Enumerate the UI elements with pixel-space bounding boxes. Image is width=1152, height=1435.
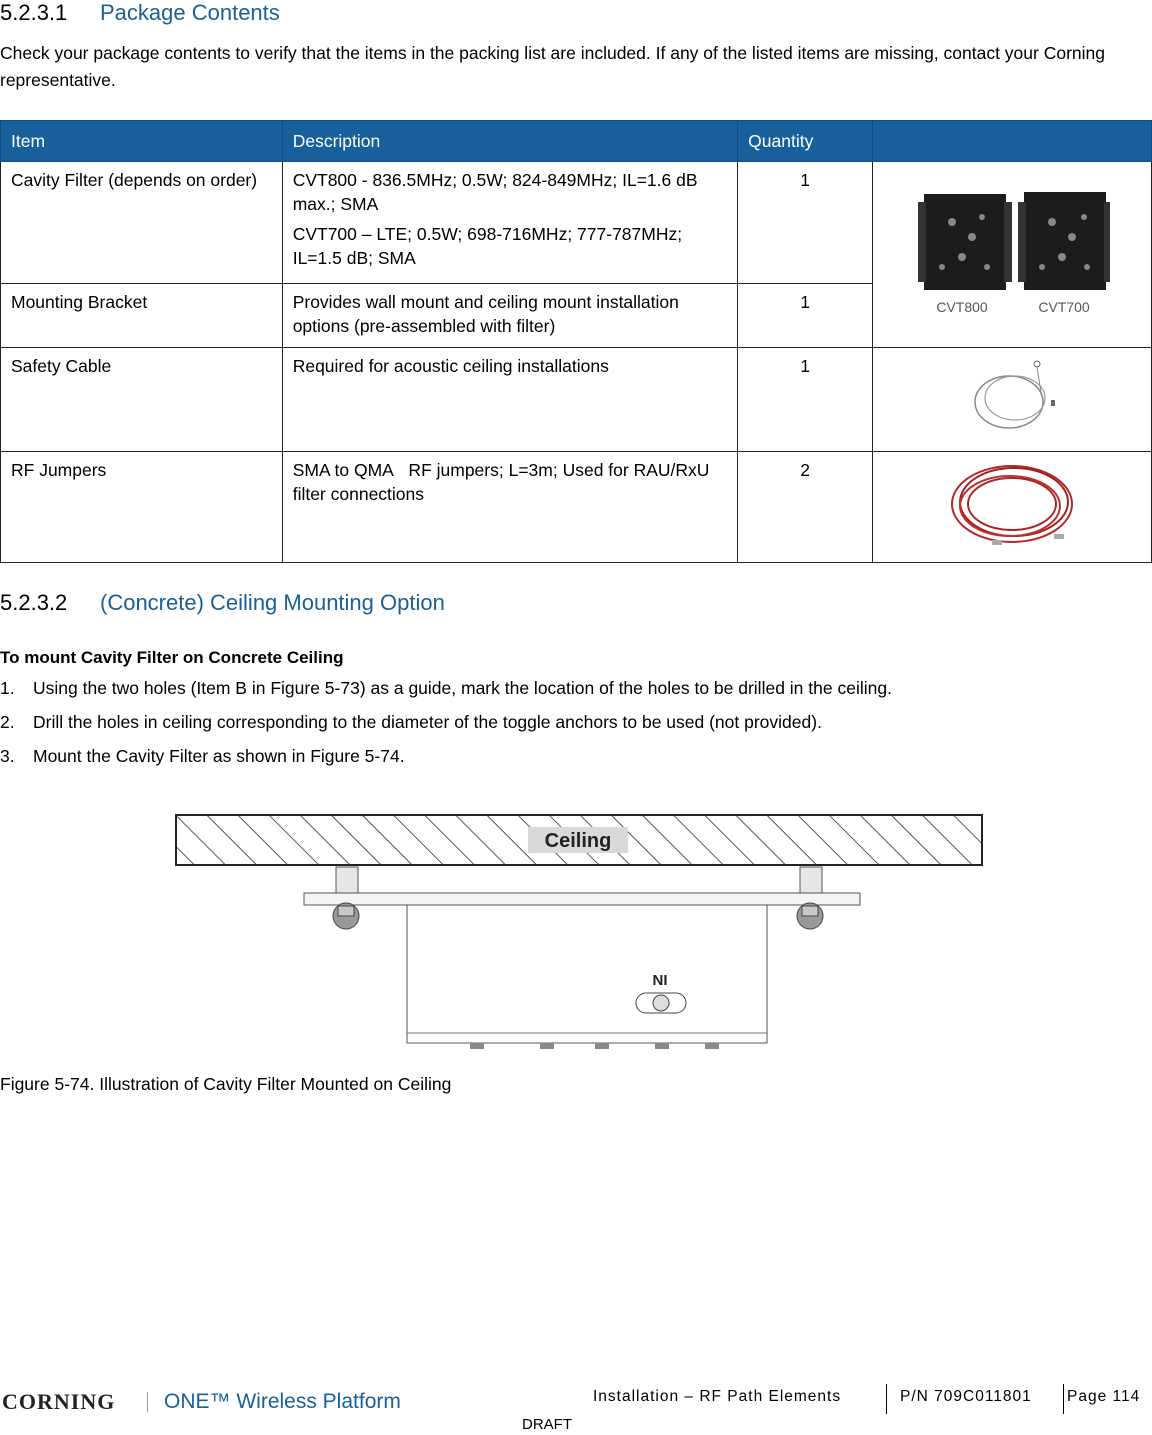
port-label: NI — [652, 972, 668, 989]
footer-divider — [1063, 1384, 1064, 1414]
cell-description: SMA to QMA RF jumpers; L=3m; Used for RAU/RxU filter connections — [282, 452, 737, 563]
section-number: 5.2.3.1 — [0, 0, 68, 25]
cell-item: Mounting Bracket — [1, 284, 283, 348]
table-row — [1, 452, 1152, 563]
procedure-title: To mount Cavity Filter on Concrete Ceiling — [0, 648, 344, 667]
cell-item: RF Jumpers — [1, 452, 283, 563]
step-number: 3. — [0, 746, 15, 766]
cell-item: Safety Cable — [1, 348, 283, 452]
desc-line: CVT800 - 836.5MHz; 0.5W; 824-849MHz; IL=1.6 dB max.; SMA — [292, 170, 698, 214]
cell-safety-cable-image — [873, 348, 1152, 452]
header-item: Item — [1, 121, 283, 162]
step-text: Using the two holes (Item B in Figure 5-73) as a guide, mark the location of the holes to be drilled in the ceiling. — [33, 678, 892, 698]
ceiling-label: Ceiling — [544, 830, 612, 852]
header-quantity: Quantity — [738, 121, 873, 162]
footer-page-number: Page 114 — [1067, 1388, 1141, 1405]
header-description: Description — [282, 121, 737, 162]
step-text: Drill the holes in ceiling corresponding to the diameter of the toggle anchors to be used (not provided). — [33, 712, 822, 732]
cvt800-label: CVT800 — [936, 298, 988, 315]
cavity-filter-drawing — [304, 867, 860, 1049]
cell-quantity: 1 — [738, 162, 873, 284]
intro-paragraph: Check your package contents to verify that the items in the packing list are included. If any of the listed items are missing, contact your Corning representative. — [0, 43, 1105, 90]
ceiling-mount-illustration — [170, 810, 990, 1055]
list-item — [0, 746, 892, 780]
table-header-row — [1, 121, 1152, 162]
cell-rf-jumpers-image — [873, 452, 1152, 563]
section-heading-ceiling-mounting — [0, 590, 445, 616]
cvt700-filter-image — [1018, 192, 1110, 290]
one-wireless-logo: ONE™ Wireless Platform — [164, 1390, 401, 1413]
cell-quantity: 1 — [738, 284, 873, 348]
safety-cable-photo — [967, 352, 1057, 442]
cell-description — [282, 162, 737, 284]
draft-label: DRAFT — [522, 1416, 572, 1433]
cell-quantity: 2 — [738, 452, 873, 563]
cvt700-label: CVT700 — [1038, 298, 1090, 315]
table-row — [1, 348, 1152, 452]
rf-jumpers-photo — [942, 454, 1082, 554]
cell-quantity: 1 — [738, 348, 873, 452]
cell-description: Required for acoustic ceiling installations — [282, 348, 737, 452]
logo-divider — [147, 1392, 148, 1412]
section-title: (Concrete) Ceiling Mounting Option — [100, 590, 445, 615]
section-heading-package-contents — [0, 0, 280, 26]
step-number: 1. — [0, 678, 15, 698]
section-number: 5.2.3.2 — [0, 590, 68, 615]
footer-divider — [886, 1384, 887, 1414]
header-image — [873, 121, 1152, 162]
footer-part-number: P/N 709C011801 — [900, 1388, 1032, 1405]
table-row — [1, 162, 1152, 284]
cavity-filter-photo — [912, 182, 1112, 322]
figure-caption: Figure 5-74. Illustration of Cavity Filter Mounted on Ceiling — [0, 1074, 452, 1094]
footer-section: Installation – RF Path Elements — [593, 1388, 842, 1405]
list-item — [0, 712, 892, 746]
step-number: 2. — [0, 712, 15, 732]
procedure-steps — [0, 678, 892, 780]
desc-line: CVT700 – LTE; 0.5W; 698-716MHz; 777-787MHz; IL=1.5 dB; SMA — [292, 224, 683, 268]
cvt800-filter-image — [918, 194, 1012, 290]
cell-item: Cavity Filter (depends on order) — [1, 162, 283, 284]
ceiling-slab — [176, 815, 982, 865]
package-contents-table — [0, 120, 1152, 563]
list-item — [0, 678, 892, 712]
corning-logo: CORNING — [2, 1389, 116, 1414]
cell-filter-image — [873, 162, 1152, 348]
step-text: Mount the Cavity Filter as shown in Figure 5-74. — [33, 746, 405, 766]
cell-description: Provides wall mount and ceiling mount installation options (pre-assembled with filter) — [282, 284, 737, 348]
section-title: Package Contents — [100, 0, 280, 25]
